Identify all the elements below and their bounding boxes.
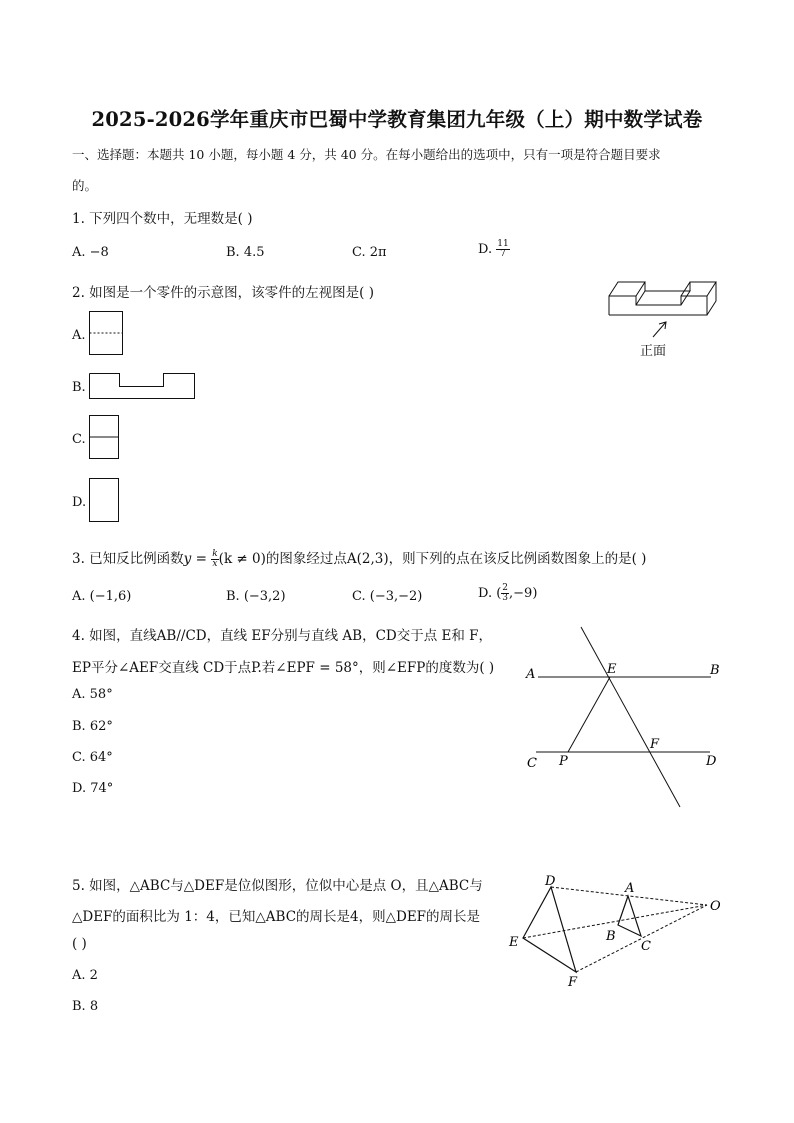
q4-label-c: C [527,756,537,771]
q3-stem-y: y = [183,551,207,567]
q3-option-a: A. (−1,6) [72,589,132,604]
q5-label-c: C [641,939,651,954]
q5-figure [505,870,730,990]
q3-option-d-numerator: 2 [502,583,509,593]
q4-label-f: F [650,737,660,752]
q4-label-e: E [607,662,617,677]
q4-option-c: C. 64° [72,750,113,765]
q2-option-b-label: B. [72,380,86,395]
q1-option-d-prefix: D. [478,242,493,257]
q3-stem-k: k [212,549,218,559]
q1-option-d [478,240,510,259]
q5-stem-line2: △DEF的面积比为 1：4，已知△ABC的周长是4，则△DEF的周长是 [72,909,481,925]
q1-option-b: B. 4.5 [226,245,265,260]
exam-title: 2025-2026学年重庆市巴蜀中学教育集团九年级（上）期中数学试卷 [91,108,703,131]
q5-option-a: A. 2 [72,968,98,983]
q5-label-d: D [545,874,556,889]
q4-label-p: P [559,754,568,769]
q2-option-c-figure [89,415,122,461]
section-header-line1: 一、选择题：本题共 10 小题，每小题 4 分，共 40 分。在每小题给出的选项中，只有一项是符合题目要求 [72,147,661,162]
q3-option-c: C. (−3,−2) [352,589,423,604]
q5-label-o: O [710,899,721,914]
q5-label-f: F [568,975,578,990]
q3-option-d-fraction [501,584,509,603]
q5-option-b: B. 8 [72,999,99,1014]
q1-option-c: C. 2π [352,245,387,260]
q4-stem-line1: 4. 如图，直线AB//CD，直线 EF分别与直线 AB，CD交于点 E和 F， [72,628,493,644]
q1-stem: 1. 下列四个数中，无理数是( ) [72,211,253,227]
q1-option-a: A. −8 [72,245,109,260]
q4-option-a: A. 58° [72,687,113,702]
q5-label-e: E [509,935,519,950]
q4-option-b: B. 62° [72,719,113,734]
q3-stem-x: x [212,559,218,569]
q3-stem-post: (k ≠ 0)的图象经过点A(2,3)，则下列的点在该反比例函数图象上的是( ) [218,551,647,567]
q1-option-d-numerator: 11 [497,239,509,249]
q5-stem-line1: 5. 如图，△ABC与△DEF是位似图形，位似中心是点 O，且△ABC与 [72,878,483,894]
q4-label-d: D [706,754,717,769]
q4-option-d: D. 74° [72,781,114,796]
q1-option-d-denominator: 7 [500,249,506,259]
q2-option-a-label: A. [72,328,86,343]
q3-stem [72,547,646,569]
q3-option-d-suffix: ,−9) [509,586,538,601]
q2-option-a-figure [89,311,125,357]
q2-figure-label: 正面 [640,344,667,359]
q3-option-b: B. (−3,2) [226,589,286,604]
q3-option-d-denominator: 3 [502,593,509,603]
q2-stem: 2. 如图是一个零件的示意图，该零件的左视图是( ) [72,285,374,301]
q5-label-a: A [625,881,635,896]
q2-option-d-label: D. [72,495,87,510]
q1-option-d-fraction [496,240,509,259]
section-header-line2: 的。 [72,178,98,193]
q3-option-d-prefix: D. ( [478,586,502,601]
q5-label-b: B [606,929,616,944]
q4-label-a: A [526,667,536,682]
q2-option-b-figure [89,373,197,401]
q4-figure [520,622,730,812]
q2-option-d-figure [89,478,122,524]
q2-option-c-label: C. [72,432,86,447]
q4-stem-line2: EP平分∠AEF交直线 CD于点P.若∠EPF = 58°，则∠EFP的度数为( ) [72,660,495,676]
q5-stem-line3: ( ) [72,936,87,952]
q3-stem-fraction [211,550,218,569]
q3-stem-pre: 3. 已知反比例函数 [72,551,184,567]
q4-label-b: B [710,663,720,678]
q3-option-d [478,584,537,603]
